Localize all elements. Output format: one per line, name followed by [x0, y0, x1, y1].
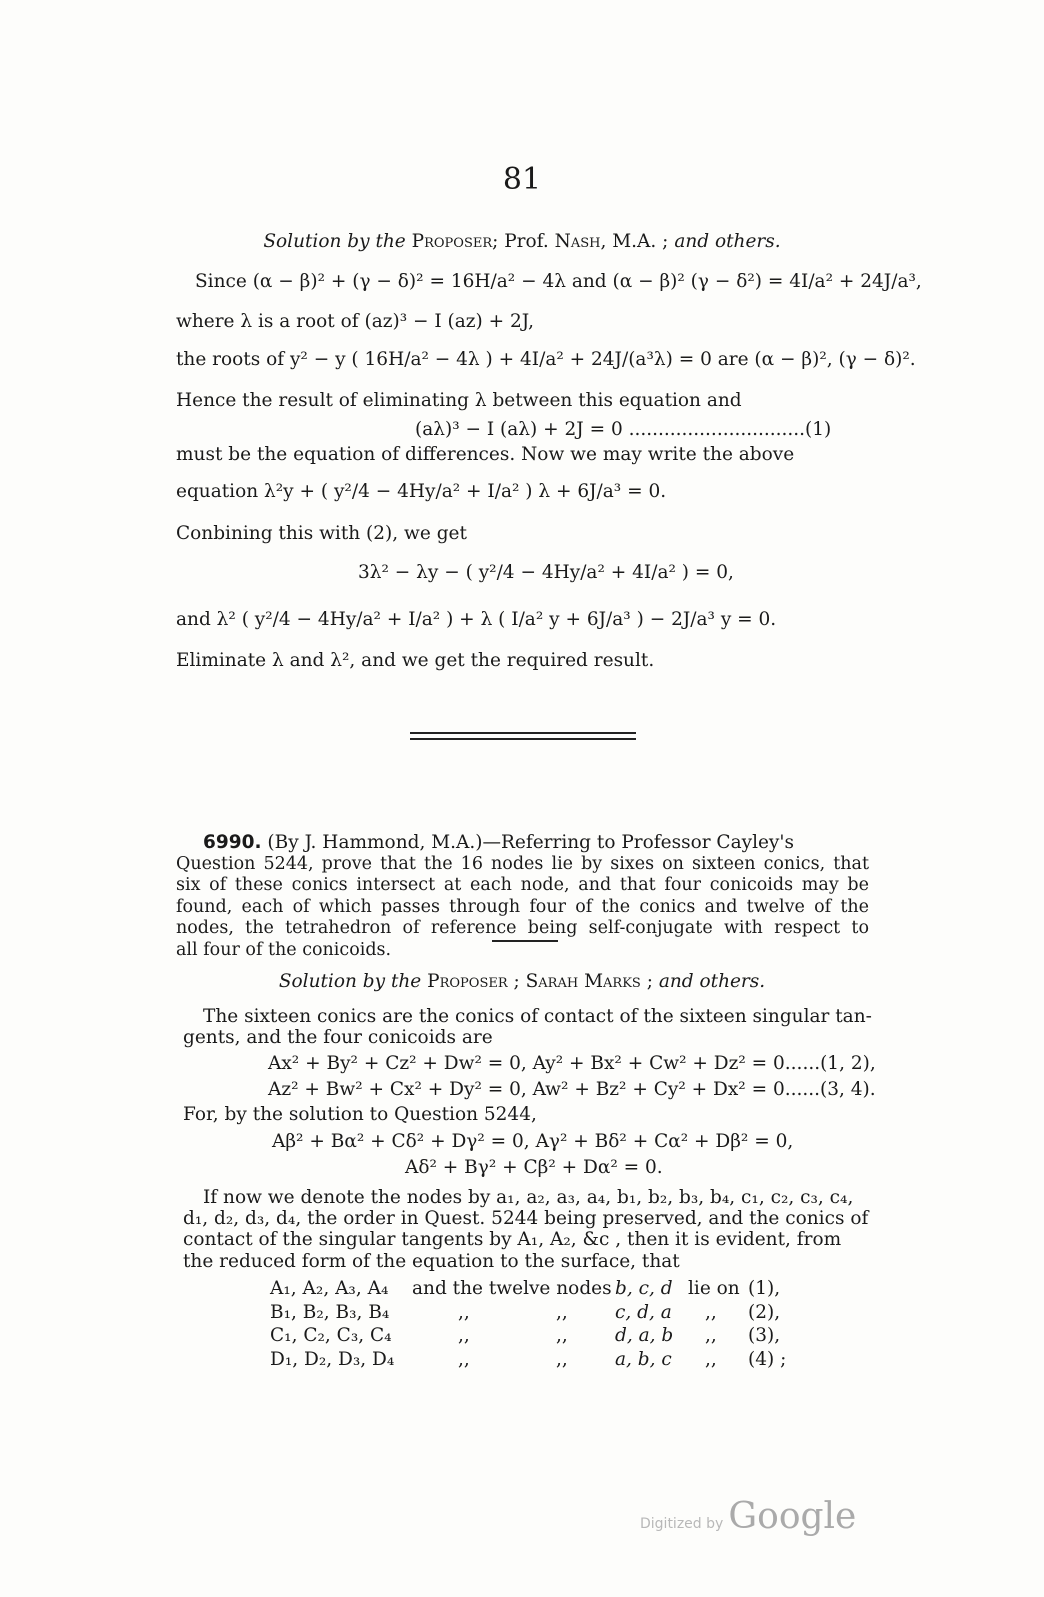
table-ditto: lie on	[688, 1278, 740, 1299]
table-nodes: d, a, b	[615, 1325, 674, 1346]
question-text: (By J. Hammond, M.A.)—Referring to Professor Cayley's	[267, 832, 794, 853]
table-nodes: c, d, a	[615, 1302, 672, 1323]
equation-line: (aλ)³ − I (aλ) + 2J = 0 ..............................(1)	[415, 419, 832, 440]
solution-heading-1	[0, 231, 1044, 253]
table-ditto: ,,	[556, 1302, 568, 1323]
table-conics: B₁, B₂, B₃, B₄	[270, 1302, 390, 1323]
question-line: six of these conics intersect at each node, and that four conicoids may be	[176, 875, 869, 895]
heading-proposer: Proposer	[427, 971, 508, 992]
heading-name: Nash	[554, 231, 601, 252]
table-conics: C₁, C₂, C₃, C₄	[270, 1325, 392, 1346]
text-line: where λ is a root of (az)³ − I (az) + 2J,	[176, 311, 535, 332]
heading-lead: Solution by the	[278, 971, 422, 992]
text-line: d₁, d₂, d₃, d₄, the order in Quest. 5244 being preserved, and the conics of	[183, 1208, 869, 1229]
table-ditto: ,,	[705, 1325, 717, 1346]
google-watermark	[640, 1496, 856, 1537]
table-eq: (4) ;	[748, 1349, 787, 1370]
double-rule-bottom	[410, 738, 636, 740]
equation-line: and λ² ( y²/4 − 4Hy/a² + I/a² ) + λ ( I/a² y + 6J/a³ ) − 2J/a³ y = 0.	[176, 609, 777, 630]
table-ditto: ,,	[458, 1302, 470, 1323]
question-number: 6990.	[203, 832, 262, 853]
equation-line: 3λ² − λy − ( y²/4 − 4Hy/a² + 4I/a² ) = 0,	[358, 562, 734, 583]
equation-line: Aδ² + Bγ² + Cβ² + Dα² = 0.	[405, 1157, 663, 1178]
question-first-line	[203, 832, 794, 854]
heading-tail: and others.	[658, 971, 766, 992]
table-mid: and the twelve nodes	[412, 1278, 612, 1299]
equation-line: Since (α − β)² + (γ − δ)² = 16H/a² − 4λ and (α − β)² (γ − δ²) = 4I/a² + 24J/a³,	[195, 271, 922, 292]
equation-line: the roots of y² − y ( 16H/a² − 4λ ) + 4I/a² + 24J/(a³λ) = 0 are (α − β)², (γ − δ)².	[176, 349, 916, 370]
equation-line: Az² + Bw² + Cx² + Dy² = 0, Aw² + Bz² + Cy² + Dx² = 0......(3, 4).	[268, 1079, 876, 1100]
table-ditto: ,,	[556, 1349, 568, 1370]
heading-name: Sarah Marks	[525, 971, 641, 992]
table-eq: (3),	[748, 1325, 781, 1346]
table-ditto: ,,	[705, 1349, 717, 1370]
text-line: must be the equation of differences. Now we may write the above	[176, 444, 795, 465]
table-eq: (1),	[748, 1278, 781, 1299]
equation-line: Ax² + By² + Cz² + Dw² = 0, Ay² + Bx² + Cw² + Dz² = 0......(1, 2),	[268, 1053, 876, 1074]
table-ditto: ,,	[556, 1325, 568, 1346]
text-line: Eliminate λ and λ², and we get the required result.	[176, 650, 655, 671]
text-line: If now we denote the nodes by a₁, a₂, a₃, a₄, b₁, b₂, b₃, b₄, c₁, c₂, c₃, c₄,	[203, 1187, 854, 1208]
table-eq: (2),	[748, 1302, 781, 1323]
text-line: the reduced form of the equation to the surface, that	[183, 1251, 680, 1272]
page-number: 81	[502, 162, 542, 197]
table-ditto: ,,	[458, 1325, 470, 1346]
double-rule-top	[410, 732, 636, 734]
equation-line: equation λ²y + ( y²/4 − 4Hy/a² + I/a² ) λ + 6J/a³ = 0.	[176, 481, 667, 502]
heading-degree: , M.A. ;	[600, 231, 669, 252]
text-line: Hence the result of eliminating λ between this equation and	[176, 390, 742, 411]
question-line: all four of the conicoids.	[176, 940, 392, 960]
heading-proposer: Proposer	[411, 231, 493, 252]
watermark-prefix: Digitized by	[640, 1516, 724, 1532]
heading-tail: and others.	[674, 231, 781, 252]
text-line: Conbining this with (2), we get	[176, 523, 467, 544]
watermark-logo: Google	[728, 1496, 857, 1537]
question-line: Question 5244, prove that the 16 nodes lie by sixes on sixteen conics, that	[176, 854, 869, 874]
table-conics: D₁, D₂, D₃, D₄	[270, 1349, 395, 1370]
table-ditto: ,,	[458, 1349, 470, 1370]
table-nodes: b, c, d	[615, 1278, 673, 1299]
short-rule	[492, 940, 558, 942]
equation-line: Aβ² + Bα² + Cδ² + Dγ² = 0, Aγ² + Bδ² + Cα² + Dβ² = 0,	[272, 1131, 794, 1152]
table-ditto: ,,	[705, 1302, 717, 1323]
text-line: gents, and the four conicoids are	[183, 1027, 493, 1048]
question-line: nodes, the tetrahedron of reference being self-conjugate with respect to	[176, 918, 869, 938]
question-line: found, each of which passes through four of the conics and twelve of the	[176, 897, 869, 917]
text-line: For, by the solution to Question 5244,	[183, 1104, 537, 1125]
heading-lead: Solution by the	[263, 231, 406, 252]
table-conics: A₁, A₂, A₃, A₄	[270, 1278, 389, 1299]
text-line: The sixteen conics are the conics of contact of the sixteen singular tan-	[203, 1006, 872, 1027]
table-nodes: a, b, c	[615, 1349, 672, 1370]
heading-mid: ; Prof.	[492, 231, 549, 252]
text-line: contact of the singular tangents by A₁, A₂, &c , then it is evident, from	[183, 1229, 842, 1250]
solution-heading-2: Solution by the Proposer ; Sarah Marks ; and others.	[278, 971, 766, 992]
